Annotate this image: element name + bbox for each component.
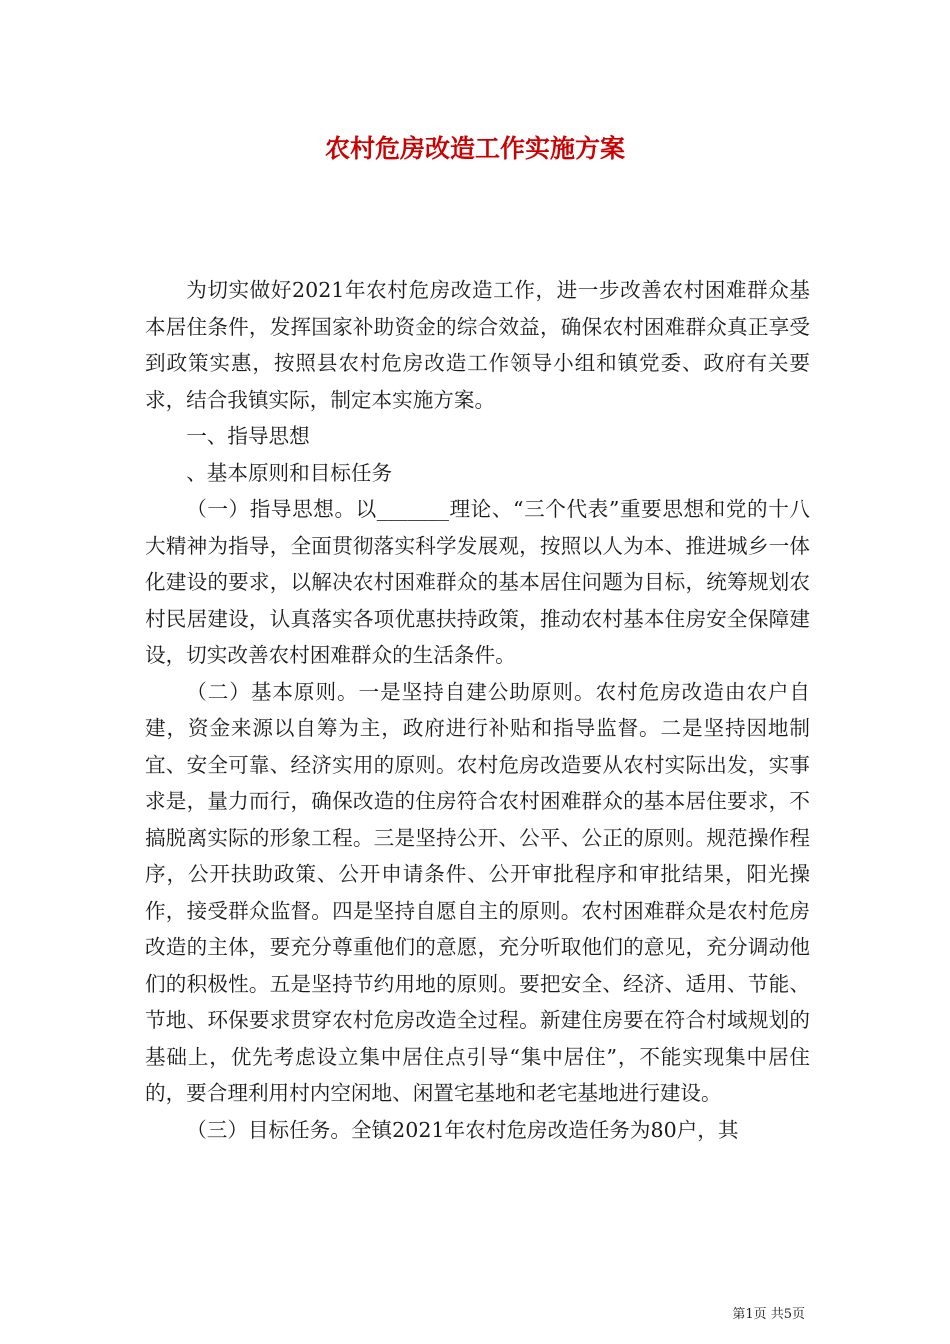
section-heading-guiding-ideology: 一、指导思想	[186, 424, 310, 448]
page-number-footer: 第1页 共5页	[732, 1307, 805, 1322]
paragraph-target-tasks: （三）目标任务。全镇2021年农村危房改造任务为80户，其	[186, 1117, 739, 1142]
paragraph-basic-principles: （二）基本原则。一是坚持自建公助原则。农村危房改造由农户自建，资金来源以自筹为主，政府进行补贴和指导监督。二是坚持因地制宜、安全可靠、经济实用的原则。农村危房改造要从农村实际出发，实事求是，量力而行，确保改造的住房符合农村困难群众的基本居住要求，不搞脱离实际的形象工程。三是坚持公开、公平、公正的原则。规范操作程序，公开扶助政策、公开申请条件、公开审批程序和审批结果，阳光操作，接受群众监督。四是坚持自愿自主的原则。农村困难群众是农村危房改造的主体，要充分尊重他们的意愿，充分听取他们的意见，充分调动他们的积极性。五是坚持节约用地的原则。要把安全、经济、适用、节能、节地、环保要求贯穿农村危房改造全过程。新建住房要在符合村域规划的基础上，优先考虑设立集中居住点引导“集中居住”，不能实现集中居住的，要合理利用村内空闲地、闲置宅基地和老宅基地进行建设。	[145, 679, 810, 1105]
document-title: 农村危房改造工作实施方案	[324, 134, 625, 163]
section-heading-principles-goals: 、基本原则和目标任务	[186, 460, 393, 485]
paragraph-guiding-ideology: （一）指导思想。以_______理论、“三个代表”重要思想和党的十八大精神为指导，全面贯彻落实科学发展观，按照以人为本、推进城乡一体化建设的要求，以解决农村困难群众的基本居住问题为目标，统筹规划农村民居建设，认真落实各项优惠扶持政策，推动农村基本住房安全保障建设，切实改善农村困难群众的生活条件。	[145, 497, 810, 667]
intro-paragraph: 为切实做好2021年农村危房改造工作，进一步改善农村困难群众基本居住条件，发挥国家补助资金的综合效益，确保农村困难群众真正享受到政策实惠，按照县农村危房改造工作领导小组和镇党委、政府有关要求，结合我镇实际，制定本实施方案。	[145, 278, 810, 412]
document-body	[145, 272, 810, 1148]
